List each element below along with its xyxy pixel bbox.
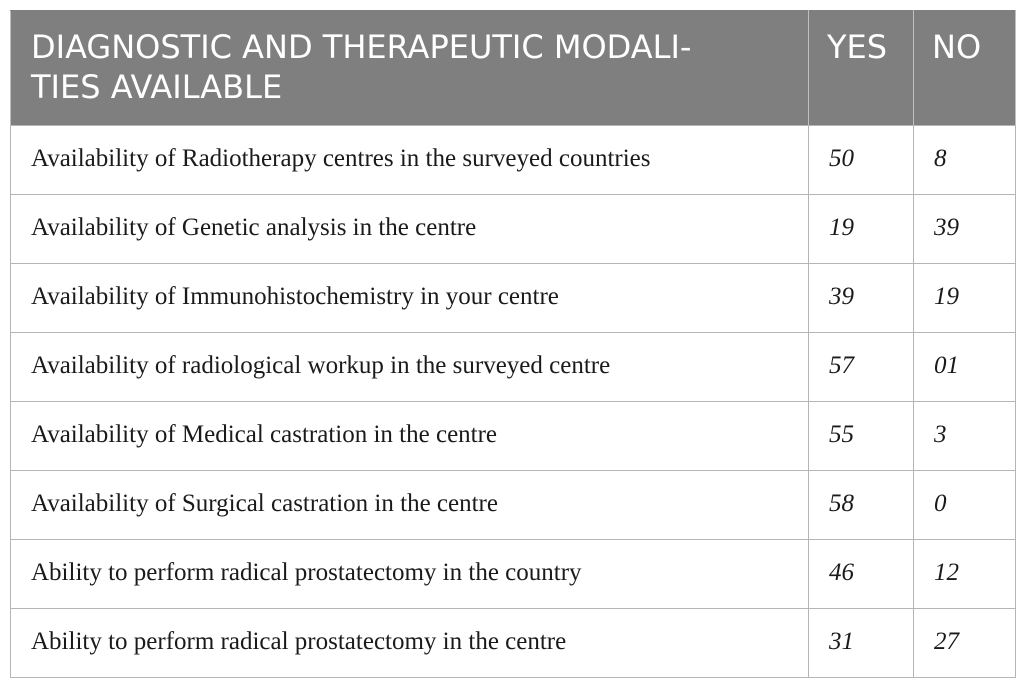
row-yes-value: 46: [809, 540, 914, 609]
row-no-value: 12: [914, 540, 1016, 609]
modalities-table-container: [10, 10, 1015, 678]
row-label: Availability of radiological workup in the surveyed centre: [11, 333, 809, 402]
header-yes: YES: [809, 11, 914, 126]
header-modality: [11, 11, 809, 126]
row-yes-value: 50: [809, 126, 914, 195]
row-no-value: 39: [914, 195, 1016, 264]
row-no-value: 8: [914, 126, 1016, 195]
header-modality-line1: DIAGNOSTIC AND THERAPEUTIC MODALI-: [31, 28, 692, 66]
table-row: [11, 609, 1016, 678]
table-row: [11, 264, 1016, 333]
row-label: Availability of Immunohistochemistry in your centre: [11, 264, 809, 333]
row-label: Availability of Surgical castration in the centre: [11, 471, 809, 540]
row-label: Ability to perform radical prostatectomy in the country: [11, 540, 809, 609]
header-no: NO: [914, 11, 1016, 126]
row-label: Availability of Genetic analysis in the centre: [11, 195, 809, 264]
table-row: [11, 402, 1016, 471]
row-yes-value: 39: [809, 264, 914, 333]
row-label: Ability to perform radical prostatectomy in the centre: [11, 609, 809, 678]
row-yes-value: 58: [809, 471, 914, 540]
row-no-value: 19: [914, 264, 1016, 333]
table-header: [11, 11, 1016, 126]
row-yes-value: 55: [809, 402, 914, 471]
table-row: [11, 540, 1016, 609]
row-label: Availability of Radiotherapy centres in the surveyed countries: [11, 126, 809, 195]
row-yes-value: 31: [809, 609, 914, 678]
table-row: [11, 471, 1016, 540]
table-row: [11, 195, 1016, 264]
row-label: Availability of Medical castration in the centre: [11, 402, 809, 471]
row-no-value: 27: [914, 609, 1016, 678]
row-no-value: 01: [914, 333, 1016, 402]
table-body: [11, 126, 1016, 678]
row-yes-value: 19: [809, 195, 914, 264]
row-no-value: 3: [914, 402, 1016, 471]
header-row: [11, 11, 1016, 126]
header-modality-line2: TIES AVAILABLE: [31, 68, 283, 106]
modalities-table: [10, 10, 1016, 678]
table-row: [11, 333, 1016, 402]
table-row: [11, 126, 1016, 195]
row-yes-value: 57: [809, 333, 914, 402]
row-no-value: 0: [914, 471, 1016, 540]
